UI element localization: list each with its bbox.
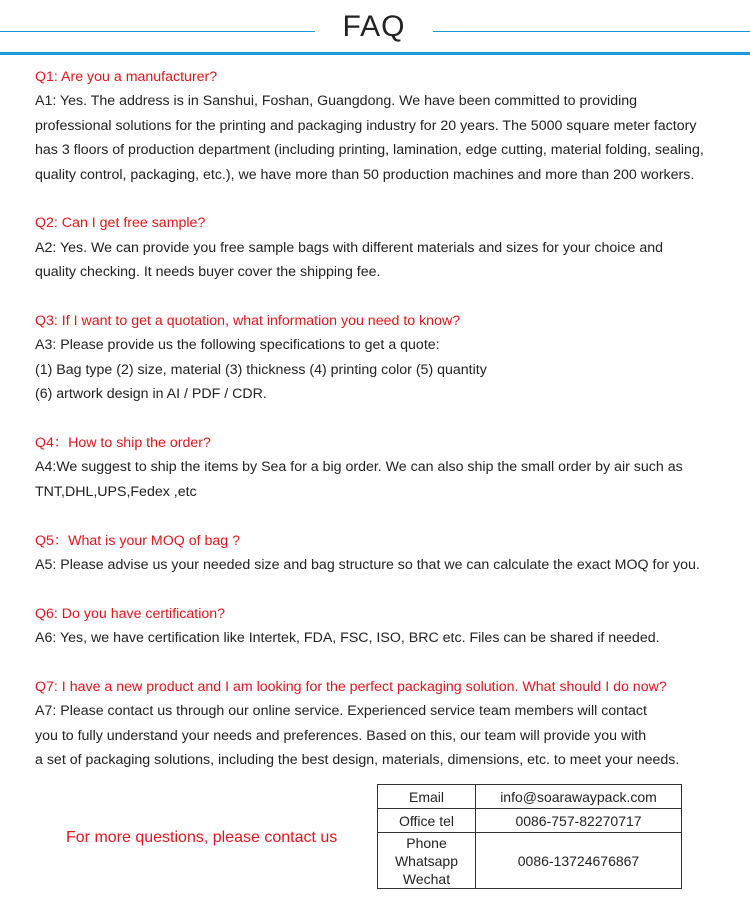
faq-item [35,65,747,187]
faq-question: Q7: I have a new product and I am looking for the perfect packaging solution. What should I do now? [35,679,667,696]
header-underline [0,52,750,55]
faq-answer-line: A5: Please advise us your needed size and bag structure so that we can calculate the exact MOQ for you. [35,557,700,574]
faq-answer-line: A3: Please provide us the following specifications to get a quote: [35,337,440,354]
faq-answer-line: a set of packaging solutions, including the best design, materials, dimensions, etc. to meet your needs. [35,752,680,769]
contact-row-email [378,785,682,809]
faq-item [35,602,747,651]
divider-line-left [0,31,315,32]
faq-answer-line: A4:We suggest to ship the items by Sea for a big order. We can also ship the small order by air such as [35,459,683,476]
faq-answer-line: A6: Yes, we have certification like Intertek, FDA, FSC, ISO, BRC etc. Files can be shared if needed. [35,630,660,647]
faq-answer-line: (1) Bag type (2) size, material (3) thickness (4) printing color (5) quantity [35,361,487,378]
faq-answer-line: A1: Yes. The address is in Sanshui, Foshan, Guangdong. We have been committed to providing [35,93,638,110]
faq-answer-line: has 3 floors of production department (including printing, lamination, edge cutting, material folding, sealing, [35,142,704,159]
contact-label: Office tel [378,809,476,833]
contact-row-office-tel [378,809,682,833]
contact-table [377,784,682,889]
faq-question: Q4：How to ship the order? [35,435,211,452]
faq-question: Q5：What is your MOQ of bag ? [35,532,241,549]
faq-item [35,431,747,504]
faq-answer-line: A2: Yes. We can provide you free sample bags with different materials and sizes for your choice and [35,239,664,256]
faq-question: Q1: Are you a manufacturer? [35,69,218,85]
faq-item [35,309,747,407]
contact-prompt: For more questions, please contact us [66,829,338,846]
page-title: FAQ [342,10,406,43]
email-value[interactable]: info@soarawaypack.com [476,785,682,809]
header [0,0,750,60]
contact-label-whatsapp: Whatsapp [394,852,459,869]
faq-item [35,211,747,284]
faq-answer-line: professional solutions for the printing and packaging industry for 20 years. The 5000 square meter factory [35,117,697,134]
faq-question: Q2: Can I get free sample? [35,215,206,232]
faq-item [35,529,747,578]
contact-label-phone: Phone [406,834,447,851]
faq-list [35,65,747,773]
contact-row-phone [378,833,682,889]
faq-answer-line: A7: Please contact us through our online service. Experienced service team members will contact [35,703,647,720]
faq-answer-line: you to fully understand your needs and preferences. Based on this, our team will provide you with [35,727,647,744]
phone-value[interactable]: 0086-13724676867 [476,833,682,889]
contact-label-multi [378,833,476,889]
faq-answer-line: quality control, packaging, etc.), we have more than 50 production machines and more than 200 workers. [35,166,695,183]
contact-label: Email [378,785,476,809]
divider-line-right [433,31,750,32]
faq-answer-line: TNT,DHL,UPS,Fedex ,etc [35,483,197,500]
faq-answer-line: quality checking. It needs buyer cover the shipping fee. [35,264,381,281]
faq-item [35,675,747,773]
faq-question: Q6: Do you have certification? [35,605,226,622]
contact-label-wechat: Wechat [402,870,451,887]
office-tel-value[interactable]: 0086-757-82270717 [476,809,682,833]
faq-question: Q3: If I want to get a quotation, what information you need to know? [35,313,461,330]
faq-answer-line: (6) artwork design in AI / PDF / CDR. [35,386,267,403]
